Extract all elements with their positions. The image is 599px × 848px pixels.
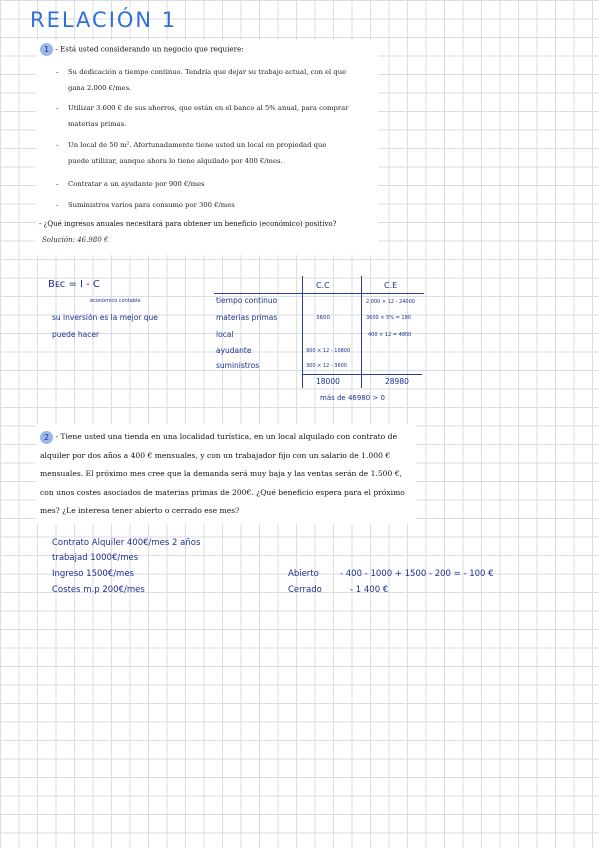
table-row-label: local [216,330,234,339]
table-rule [302,374,422,375]
abierto-calculation: - 400 - 1000 + 1500 - 200 = - 100 € [340,569,494,579]
table-row-label: tiempo continuo [216,296,278,305]
abierto-label: Abierto [288,569,319,579]
bullet-item: - Suministros varios para consumo por 300 €/mes [56,201,235,209]
table-cell: 300 × 12 - 3600 [306,363,347,369]
exercise-1-panel [36,40,378,255]
table-row-label: materias primas [216,313,278,322]
note-line: Contrato Alquiler 400€/mes 2 años [52,538,201,548]
table-cell: 400 × 12 = 4800 [368,332,412,338]
table-header: C.E [384,281,398,290]
table-rule [214,293,424,294]
table-conclusion: más de 46980 > 0 [320,394,385,402]
exercise-2-text [40,428,412,521]
exercise-1-intro-text: - Está usted considerando un negocio que requiere: [55,44,244,54]
bullet-item: - Su dedicación a tiempo continuo. Tendría que dejar su trabajo actual, con el que gana 2.000 €/mes. [56,68,347,92]
note-line: Ingreso 1500€/mes [52,569,134,579]
table-cell: 3600 [316,315,330,321]
table-cell: 900 × 12 - 10800 [306,348,351,354]
formula-subnote: económico contable [90,298,141,304]
cerrado-calculation: - 1 400 € [350,585,389,595]
exercise-1-number-badge: 1 [40,43,53,56]
table-header: C.C [316,281,330,290]
table-cell: 3600 × 5% = 180 [366,315,411,321]
bullet-item: - Un local de 50 m². Afortunadamente tiene usted un local en propiedad que puede utilizar, aunque ahora lo tiene alquilado por 400 €/mes. [56,141,327,165]
table-cell: 2.000 × 12 - 24000 [366,299,415,305]
note-line: su inversión es la mejor que [52,313,158,322]
table-total-ce: 28980 [385,377,409,386]
table-total-cc: 18000 [316,377,340,386]
note-line: puede hacer [52,330,100,339]
exercise-2-number-badge: 2 [40,431,53,444]
note-line: Costes m.p 200€/mes [52,585,145,595]
exercise-2-panel [36,424,416,524]
bullet-item: - Utilizar 3.600 € de sus ahorros, que están en el banco al 5% anual, para comprar materias primas. [56,104,349,128]
exercise-1-intro [40,43,244,56]
exercise-1-question: - ¿Qué ingresos anuales necesitará para obtener un beneficio (económico) positivo? [39,220,337,228]
table-row-label: suministros [216,361,260,370]
formula-note: Bᴇᴄ = I - C [48,279,100,290]
table-row-label: ayudante [216,346,252,355]
page-title: RELACIÓN 1 [30,8,178,32]
exercise-1-solution: Solución: 46.980 € [42,236,109,244]
cerrado-label: Cerrado [288,585,322,595]
bullet-item: - Contratar a un ayudante por 900 €/mes [56,180,205,188]
note-line: trabajad 1000€/mes [52,553,139,563]
exercise-2-statement: - Tiene usted una tienda en una localidad turística, en un local alquilado con contrato de alquiler por dos años a 400 € mensuales, y con un trabajador fijo con un salario de 1.000 € mensuales. El próximo mes cree que la demanda será muy baja y las ventas serán de 1.500 €, con unos costes asociados de materias primas de 200€. ¿Qué beneficio espera para el próximo mes? ¿Le interesa tener abierto o cerrado ese mes? [40,432,405,516]
